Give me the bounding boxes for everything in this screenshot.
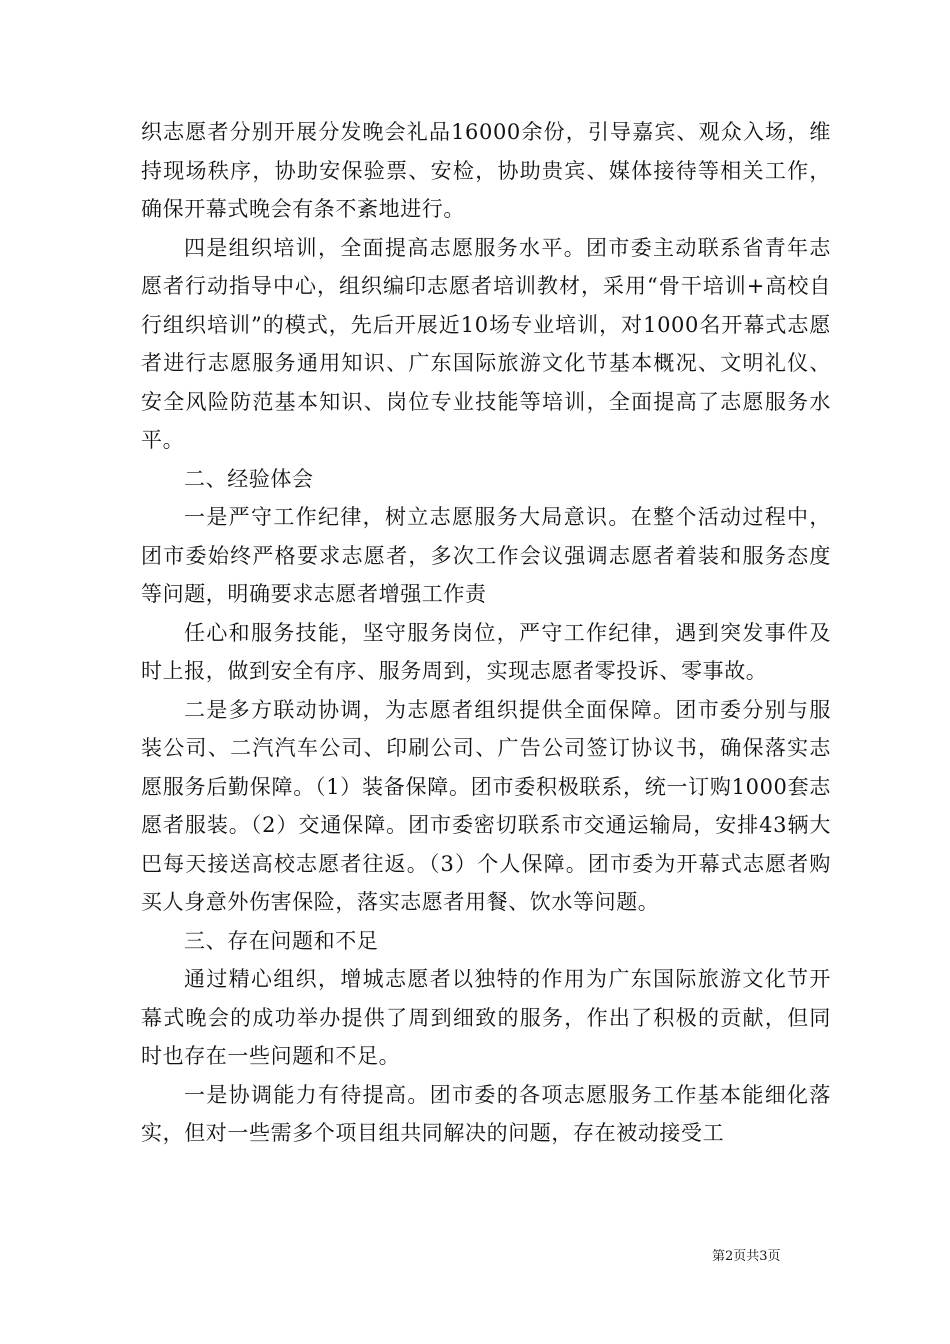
paragraph-4: 任心和服务技能，坚守服务岗位，严守工作纪律，遇到突发事件及时上报，做到安全有序、服务周到，实现志愿者零投诉、零事故。: [141, 620, 831, 683]
paragraph-5: 二是多方联动协调，为志愿者组织提供全面保障。团市委分别与服装公司、二汽汽车公司、印刷公司、广告公司签订协议书，确保落实志愿服务后勤保障。（1）装备保障。团市委积极联系，统一订购1000套志愿者服装。（2）交通保障。团市委密切联系市交通运输局，安排43辆大巴每天接送高校志愿者往返。（3）个人保障。团市委为开幕式志愿者购买人身意外伤害保险，落实志愿者用餐、饮水等问题。: [141, 697, 831, 914]
section-heading-experience: 二、经验体会: [184, 466, 314, 491]
document-body: [141, 113, 831, 1153]
page-number: 第2页共3页: [712, 1249, 781, 1264]
paragraph-7: 一是协调能力有待提高。团市委的各项志愿服务工作基本能细化落实，但对一些需多个项目组共同解决的问题，存在被动接受工: [141, 1082, 831, 1145]
paragraph-6: 通过精心组织，增城志愿者以独特的作用为广东国际旅游文化节开幕式晚会的成功举办提供了周到细致的服务，作出了积极的贡献，但同时也存在一些问题和不足。: [141, 967, 831, 1068]
paragraph-2: 四是组织培训，全面提高志愿服务水平。团市委主动联系省青年志愿者行动指导中心，组织编印志愿者培训教材，采用“骨干培训+高校自行组织培训”的模式，先后开展近10场专业培训，对1000名开幕式志愿者进行志愿服务通用知识、广东国际旅游文化节基本概况、文明礼仪、安全风险防范基本知识、岗位专业技能等培训，全面提高了志愿服务水平。: [141, 235, 831, 452]
paragraph-3: 一是严守工作纪律，树立志愿服务大局意识。在整个活动过程中，团市委始终严格要求志愿者，多次工作会议强调志愿者着装和服务态度等问题，明确要求志愿者增强工作责: [141, 505, 831, 606]
section-heading-problems: 三、存在问题和不足: [184, 928, 379, 953]
paragraph-1: 织志愿者分别开展分发晚会礼品16000余份，引导嘉宾、观众入场，维持现场秩序，协助安保验票、安检，协助贵宾、媒体接待等相关工作，确保开幕式晚会有条不紊地进行。: [141, 120, 831, 221]
